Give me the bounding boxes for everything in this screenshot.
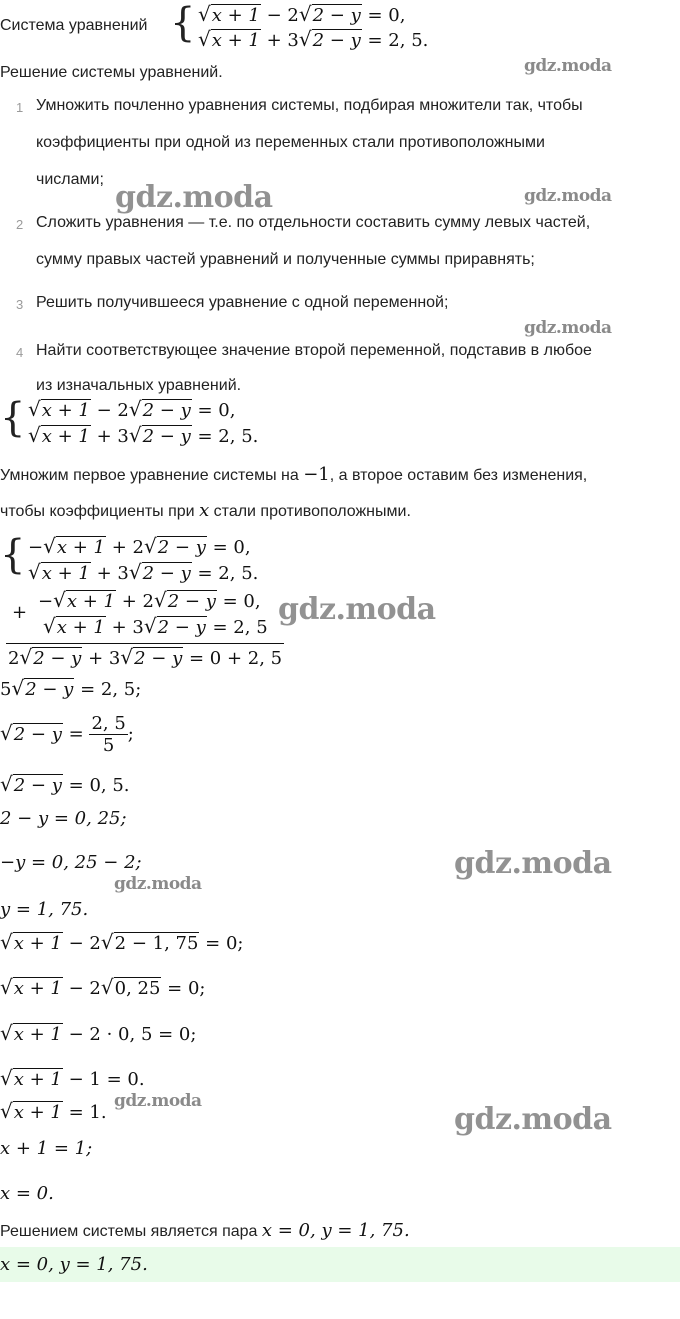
plus-sign: + [12, 602, 28, 623]
step-y5: −y = 0, 25 − 2; [0, 852, 142, 873]
step-2-line2: сумму правых частей уравнений и полученные суммы приравнять; [36, 251, 535, 268]
step-y3: √2 − y = 0, 5. [0, 772, 130, 796]
step-1-line1: Умножить почленно уравнения системы, подбирая множители так, чтобы [36, 97, 583, 114]
step-2-line1: Сложить уравнения — т.е. по отдельности составить сумму левых частей, [36, 214, 591, 231]
system2-eq1: √x + 1 − 2√2 − y = 0, [28, 397, 236, 421]
step-4-number: 4 [16, 345, 24, 360]
addition-row2: √x + 1 + 3√2 − y = 2, 5 [43, 614, 268, 638]
step-3-line1: Решить получившееся уравнение с одной переменной; [36, 294, 449, 311]
watermark: gdz.moda [524, 56, 612, 76]
watermark: gdz.moda [278, 592, 436, 627]
step-x6: x + 1 = 1; [0, 1138, 93, 1159]
system3-eq2: √x + 1 + 3√2 − y = 2, 5. [28, 560, 259, 584]
step-x2: √x + 1 − 2√0, 25 = 0; [0, 975, 206, 999]
step-y2: √2 − y = $\frac{2, 5}{5}$ ; [0, 713, 134, 756]
step-x4: √x + 1 − 1 = 0. [0, 1066, 145, 1090]
step-1-number: 1 [16, 100, 24, 115]
step-x3: √x + 1 − 2 · 0, 5 = 0; [0, 1021, 197, 1045]
step-4-line1: Найти соответствующее значение второй переменной, подставив в любое [36, 342, 592, 359]
watermark: gdz.moda [454, 1102, 612, 1137]
watermark: gdz.moda [114, 874, 202, 894]
step-x1: √x + 1 − 2√2 − 1, 75 = 0; [0, 930, 244, 954]
step-1-line3: числами; [36, 171, 104, 188]
watermark: gdz.moda [454, 846, 612, 881]
multiply-paragraph-line1: Умножим первое уравнение системы на −1, а второе оставим без изменения, [0, 464, 588, 485]
step-4-line2: из изначальных уравнений. [36, 377, 242, 394]
solution-title: Решение системы уравнений. [0, 64, 223, 81]
system2-brace: { [0, 395, 26, 441]
step-y4: 2 − y = 0, 25; [0, 808, 127, 829]
step-x5: √x + 1 = 1. [0, 1099, 107, 1123]
step-1-line2: коэффициенты при одной из переменных стали противоположными [36, 134, 545, 151]
conclusion: Решением системы является пара x = 0, y = 1, 75. [0, 1220, 410, 1241]
step-3-number: 3 [16, 297, 24, 312]
watermark: gdz.moda [114, 1091, 202, 1111]
addition-row1: −√x + 1 + 2√2 − y = 0, [38, 588, 261, 612]
watermark: gdz.moda [524, 318, 612, 338]
step-y1: 5√2 − y = 2, 5; [0, 676, 142, 700]
step-2-number: 2 [16, 217, 24, 232]
answer-text: x = 0, y = 1, 75. [0, 1254, 148, 1275]
system2-eq2: √x + 1 + 3√2 − y = 2, 5. [28, 423, 259, 447]
system-brace: { [170, 0, 196, 46]
multiply-paragraph-line2: чтобы коэффициенты при x стали противоположными. [0, 500, 411, 521]
system3-brace: { [0, 532, 26, 578]
watermark: gdz.moda [524, 186, 612, 206]
addition-result: 2√2 − y + 3√2 − y = 0 + 2, 5 [8, 645, 283, 669]
step-x7: x = 0. [0, 1183, 54, 1204]
system3-eq1: −√x + 1 + 2√2 − y = 0, [28, 534, 251, 558]
header-eq1: √x + 1 − 2√2 − y = 0, [198, 2, 406, 26]
watermark: gdz.moda [115, 180, 273, 215]
system-label: Система уравнений [0, 17, 148, 34]
step-y6: y = 1, 75. [0, 899, 89, 920]
header-eq2: √x + 1 + 3√2 − y = 2, 5. [198, 27, 429, 51]
